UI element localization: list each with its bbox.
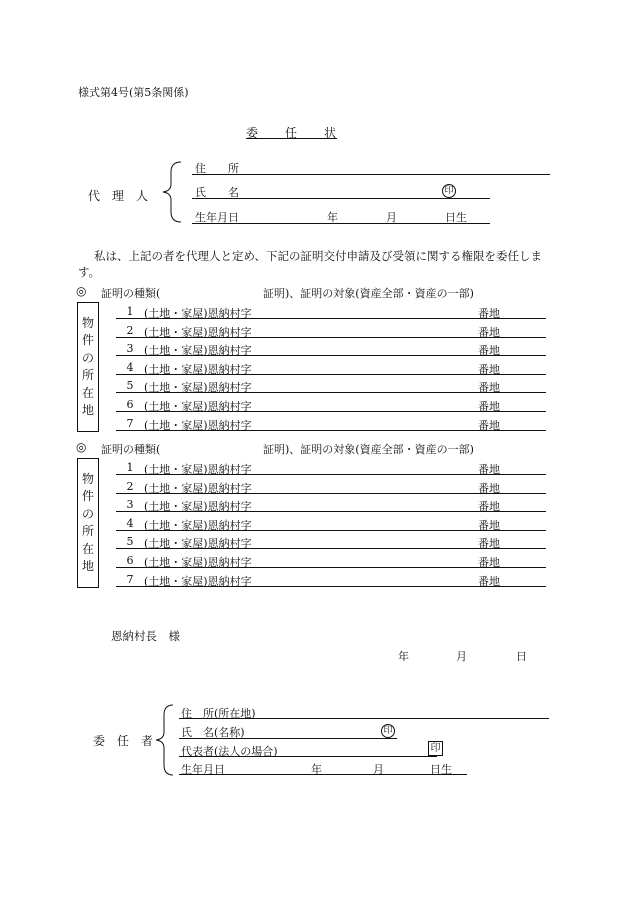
property-row-line <box>116 318 546 319</box>
property-row-line <box>116 567 546 568</box>
principal-address-label: 住 所(所在地) <box>181 707 256 720</box>
date-month: 月 <box>456 650 467 663</box>
principal-rep-label: 代表者(法人の場合) <box>181 745 278 758</box>
principal-name-line <box>179 738 397 739</box>
property-row-label: (土地・家屋)恩納村字 <box>144 325 252 339</box>
agent-birth-day: 日生 <box>445 211 467 224</box>
property-row-number: 6 <box>126 554 134 567</box>
location-box-char: 件 <box>81 489 94 503</box>
property-row-label: (土地・家屋)恩納村字 <box>144 481 252 495</box>
agent-name-label: 氏 名 <box>195 186 239 199</box>
principal-birth-year: 年 <box>311 763 322 776</box>
property-row-suffix: 番地 <box>478 400 500 413</box>
location-box-char: 物 <box>81 471 94 486</box>
property-row-number: 4 <box>126 516 134 530</box>
location-box-char: 物 <box>81 315 94 330</box>
property-row-suffix: 番地 <box>478 463 500 476</box>
agent-birth-month: 月 <box>386 211 397 224</box>
property-row-suffix: 番地 <box>478 500 500 514</box>
location-box-char: 件 <box>81 333 94 347</box>
property-row-suffix: 番地 <box>478 362 500 376</box>
location-box-char: 在 <box>81 541 94 556</box>
agent-birth-line <box>192 223 490 224</box>
property-row-label: (土地・家屋)恩納村字 <box>144 418 252 432</box>
cert1-location-box <box>77 302 99 432</box>
agent-address-label: 住 所 <box>195 162 239 175</box>
property-row-line <box>116 586 546 587</box>
cert1-mark: ◎ <box>76 284 87 298</box>
principal-birth-day: 日生 <box>430 763 452 776</box>
property-row-number: 7 <box>126 416 134 430</box>
location-box-char: の <box>81 350 94 365</box>
agent-name-line <box>192 198 490 199</box>
agent-birth-year: 年 <box>327 211 338 224</box>
property-row-number: 5 <box>126 379 134 393</box>
principal-rep-seal: 印 <box>428 741 443 756</box>
property-row-number: 4 <box>126 360 134 374</box>
delegation-statement: 私は、上記の者を代理人と定め、下記の証明交付申請及び受領に関する権限を委任しま <box>94 249 543 263</box>
addressee: 恩納村長 様 <box>111 629 180 643</box>
property-row-number: 2 <box>126 323 134 337</box>
property-row-line <box>116 337 546 338</box>
property-row-number: 6 <box>126 398 134 411</box>
property-row-line <box>116 430 546 431</box>
principal-birth-month: 月 <box>373 763 384 776</box>
location-box-char: 所 <box>81 524 94 538</box>
property-row-line <box>116 493 546 494</box>
property-row-label: (土地・家屋)恩納村字 <box>144 400 252 413</box>
property-row-suffix: 番地 <box>478 574 500 588</box>
property-row-suffix: 番地 <box>478 537 500 551</box>
property-row-line <box>116 392 546 393</box>
principal-brace <box>152 703 178 777</box>
date-day: 日 <box>516 650 527 663</box>
property-row-number: 7 <box>126 572 134 586</box>
property-row-suffix: 番地 <box>478 418 500 432</box>
agent-brace <box>157 160 187 224</box>
cert1-type-label: 証明の種類( <box>101 287 161 300</box>
property-row-suffix: 番地 <box>478 325 500 339</box>
location-box-char: 所 <box>81 368 94 382</box>
principal-label: 委 任 者 <box>93 734 154 748</box>
property-row-label: (土地・家屋)恩納村字 <box>144 307 252 320</box>
agent-label: 代 理 人 <box>88 189 149 203</box>
property-row-label: (土地・家屋)恩納村字 <box>144 463 252 476</box>
property-row-line <box>116 374 546 375</box>
principal-seal: 印 <box>381 724 395 738</box>
cert2-location-box <box>77 458 99 588</box>
location-box-char: の <box>81 506 94 521</box>
location-box-char: 在 <box>81 385 94 400</box>
property-row-number: 1 <box>126 461 134 474</box>
principal-name-label: 氏 名(名称) <box>181 726 245 739</box>
agent-birth-label: 生年月日 <box>195 211 239 224</box>
property-row-number: 2 <box>126 479 134 493</box>
property-row-label: (土地・家屋)恩納村字 <box>144 500 252 514</box>
property-row-line <box>116 530 546 531</box>
property-row-line <box>116 548 546 549</box>
document-title: 委 任 状 <box>246 126 338 140</box>
form-number: 様式第4号(第5条関係) <box>78 86 189 99</box>
cert2-type-suffix: 証明)、証明の対象(資産全部・資産の一部) <box>263 443 474 456</box>
property-row-label: (土地・家屋)恩納村字 <box>144 362 252 376</box>
property-row-suffix: 番地 <box>478 481 500 495</box>
property-row-line <box>116 355 546 356</box>
property-row-line <box>116 411 546 412</box>
property-row-suffix: 番地 <box>478 307 500 320</box>
principal-birth-line <box>179 774 467 775</box>
property-row-number: 1 <box>126 305 134 318</box>
property-row-number: 3 <box>126 342 134 356</box>
property-row-line <box>116 474 546 475</box>
property-row-label: (土地・家屋)恩納村字 <box>144 556 252 569</box>
property-row-number: 5 <box>126 535 134 549</box>
date-year: 年 <box>398 650 409 663</box>
property-row-line <box>116 511 546 512</box>
property-row-label: (土地・家屋)恩納村字 <box>144 344 252 358</box>
agent-seal: 印 <box>442 184 456 198</box>
location-box-char: 地 <box>81 559 94 573</box>
property-row-suffix: 番地 <box>478 556 500 569</box>
principal-birth-label: 生年月日 <box>181 763 225 776</box>
cert2-mark: ◎ <box>76 440 87 454</box>
property-row-label: (土地・家屋)恩納村字 <box>144 574 252 588</box>
cert2-type-label: 証明の種類( <box>101 443 161 456</box>
property-row-suffix: 番地 <box>478 518 500 532</box>
delegation-statement-cont: す。 <box>78 265 101 279</box>
property-row-label: (土地・家屋)恩納村字 <box>144 537 252 551</box>
property-row-label: (土地・家屋)恩納村字 <box>144 518 252 532</box>
property-row-number: 3 <box>126 498 134 512</box>
principal-rep-line <box>179 756 437 757</box>
cert1-type-suffix: 証明)、証明の対象(資産全部・資産の一部) <box>263 287 474 300</box>
principal-address-line <box>179 718 549 719</box>
location-box-char: 地 <box>81 403 94 417</box>
property-row-label: (土地・家屋)恩納村字 <box>144 381 252 395</box>
agent-address-line <box>192 174 550 175</box>
property-row-suffix: 番地 <box>478 344 500 358</box>
property-row-suffix: 番地 <box>478 381 500 395</box>
